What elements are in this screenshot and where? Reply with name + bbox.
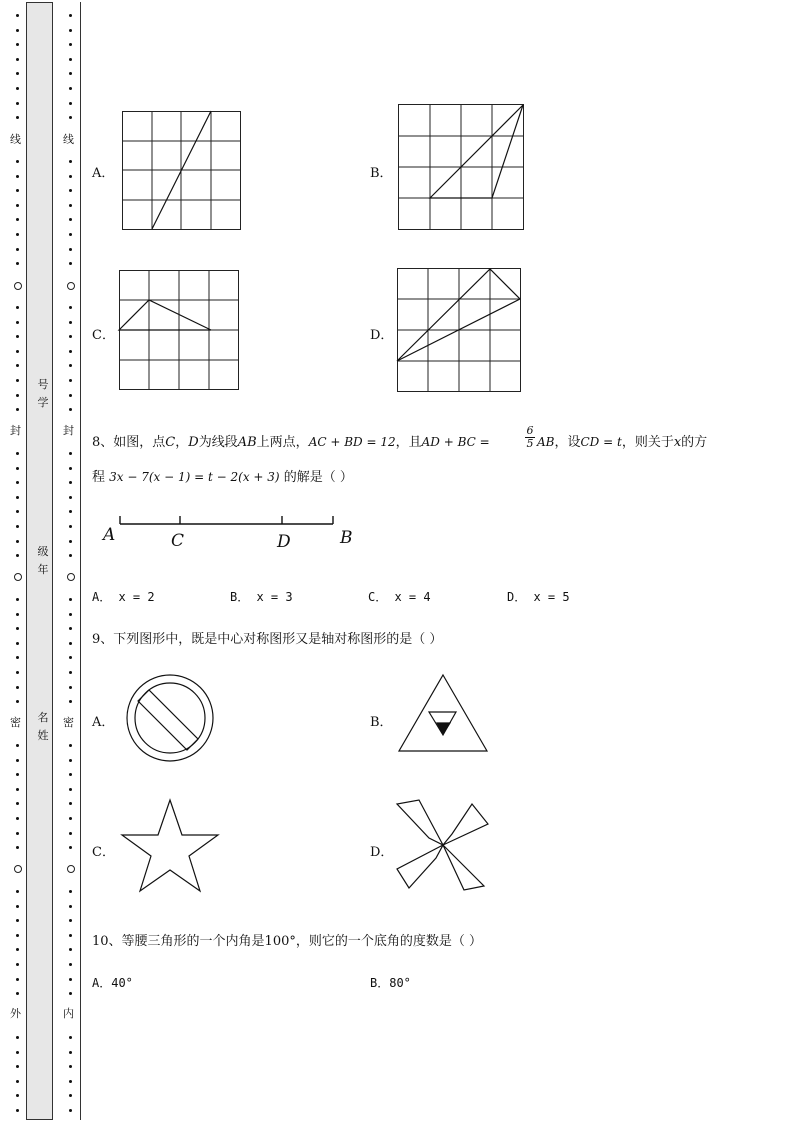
gutter-field-grade: 级年	[37, 545, 49, 576]
gutter-dot	[69, 963, 72, 966]
gutter-dot	[69, 1109, 72, 1112]
gutter-dot	[69, 934, 72, 937]
q9-stem: 9、下列图形中，既是中心对称图形又是轴对称图形的是（ ）	[92, 632, 443, 647]
gutter-dot	[69, 350, 72, 353]
q8-equation-2: AD + BC =	[421, 435, 490, 449]
gutter-dot	[16, 160, 19, 163]
gutter-dot	[69, 656, 72, 659]
pinwheel-blade-bottom	[443, 845, 484, 890]
q9-option-d-figure	[396, 798, 491, 893]
gutter-inner-mark-xian: 线	[63, 133, 74, 146]
five-point-star	[122, 800, 218, 891]
q8-fraction-numerator: 6	[526, 424, 534, 437]
gutter-dot	[16, 627, 19, 630]
q8-option-b[interactable]: B． x = 3	[230, 590, 293, 604]
gutter-dot	[16, 525, 19, 528]
gutter-outer-mark-feng: 封	[10, 424, 21, 437]
gutter-dot	[69, 1036, 72, 1039]
gutter-dot	[16, 802, 19, 805]
outer-ring	[127, 675, 213, 761]
gutter-outer-mark-wai: 外	[10, 1007, 21, 1020]
gutter-dot	[69, 700, 72, 703]
q8-label-c: C	[171, 531, 185, 551]
gutter-dot	[69, 481, 72, 484]
gutter-dot	[16, 832, 19, 835]
gutter-dot	[16, 379, 19, 382]
gutter-dot	[69, 204, 72, 207]
q8-segment-ab: AB	[237, 435, 257, 450]
gutter-dot	[16, 43, 19, 46]
q7-option-a-figure	[122, 111, 242, 231]
q7-option-b-label: B．	[370, 166, 393, 181]
gutter-dot	[16, 905, 19, 908]
gutter-dot	[16, 934, 19, 937]
gutter-dot	[69, 642, 72, 645]
gutter-dot	[69, 919, 72, 922]
gutter-dot	[69, 72, 72, 75]
q10-stem: 10、等腰三角形的一个内角是100°，则它的一个底角的度数是（ ）	[92, 934, 482, 949]
q8-fraction-denominator: 5	[526, 437, 534, 450]
gutter-dot	[69, 248, 72, 251]
gutter-inner-mark-feng: 封	[63, 424, 74, 437]
gutter-circle-mark	[14, 282, 22, 290]
gutter-dot	[16, 963, 19, 966]
gutter-dot	[16, 58, 19, 61]
gutter-dot	[16, 700, 19, 703]
q9-option-c-label: C．	[92, 845, 115, 860]
gutter-dot	[69, 788, 72, 791]
gutter-dot	[16, 846, 19, 849]
gutter-dot	[69, 759, 72, 762]
q8-point-c: C	[165, 435, 176, 450]
gutter-dot	[16, 890, 19, 893]
q8-text: ，且	[395, 435, 422, 450]
gutter-dot	[16, 1065, 19, 1068]
gutter-dot	[16, 613, 19, 616]
gutter-dot	[69, 773, 72, 776]
gutter-dot	[16, 14, 19, 17]
gutter-dot	[69, 467, 72, 470]
q8-text: 的方	[681, 435, 708, 450]
gutter-dot	[69, 452, 72, 455]
pinwheel-blade-right	[443, 804, 488, 845]
gutter-dot	[16, 554, 19, 557]
gutter-dot	[16, 452, 19, 455]
gutter-dot	[69, 189, 72, 192]
gutter-circle-mark	[67, 282, 75, 290]
q9-option-a-figure	[126, 674, 214, 762]
q8-equation-3: CD = t	[580, 435, 622, 449]
gutter-dot	[16, 364, 19, 367]
gutter-dot	[16, 262, 19, 265]
q8-segment-figure	[100, 510, 360, 560]
gutter-outer-mark-xian: 线	[10, 133, 21, 146]
gutter-dot	[16, 773, 19, 776]
gutter-circle-mark	[14, 573, 22, 581]
gutter-dot	[69, 58, 72, 61]
gutter-dot	[16, 948, 19, 951]
gutter-dot	[16, 992, 19, 995]
q8-text: ，	[175, 435, 189, 450]
gutter-dot	[69, 408, 72, 411]
gutter-dot	[16, 350, 19, 353]
gutter-dot	[69, 802, 72, 805]
gutter-dot	[69, 846, 72, 849]
gutter-dot	[69, 262, 72, 265]
gutter-dot	[16, 306, 19, 309]
gutter-dot	[69, 335, 72, 338]
gutter-dot	[16, 817, 19, 820]
gutter-dot	[16, 1080, 19, 1083]
q8-text: 程	[92, 470, 106, 485]
q9-option-d-label: D．	[370, 845, 394, 860]
gutter-dot	[69, 1065, 72, 1068]
gutter-dot	[69, 1094, 72, 1097]
gutter-dot	[69, 175, 72, 178]
gutter-dot	[69, 992, 72, 995]
gutter-dot	[16, 642, 19, 645]
q8-option-d[interactable]: D． x = 5	[507, 590, 570, 604]
gutter-dot	[16, 335, 19, 338]
outer-triangle	[399, 675, 487, 751]
gutter-dot	[69, 627, 72, 630]
q9-option-b-label: B．	[370, 715, 393, 730]
gutter-field-name: 名姓	[37, 711, 49, 742]
q8-option-a[interactable]: A． x = 2	[92, 590, 155, 604]
gutter-dot	[16, 671, 19, 674]
gutter-dot	[16, 102, 19, 105]
gutter-dot	[16, 408, 19, 411]
q8-option-c[interactable]: C． x = 4	[368, 590, 431, 604]
gutter-dot	[16, 540, 19, 543]
q7-option-b-figure	[398, 104, 525, 231]
q7-option-d-figure	[397, 268, 522, 393]
gutter-dot	[69, 832, 72, 835]
q8-label-d: D	[277, 532, 291, 552]
gutter-dot	[16, 189, 19, 192]
gutter-dot	[69, 948, 72, 951]
gutter-dot	[16, 175, 19, 178]
gutter-dot	[69, 43, 72, 46]
gutter-dot	[69, 496, 72, 499]
figure-triangle	[119, 300, 211, 330]
gutter-dot	[69, 233, 72, 236]
gutter-dot	[69, 160, 72, 163]
gutter-dot	[69, 510, 72, 513]
gutter-dot	[69, 116, 72, 119]
gutter-dot	[16, 1051, 19, 1054]
gutter-dot	[69, 306, 72, 309]
q7-option-c-label: C．	[92, 328, 115, 343]
q8-text: ，设	[554, 435, 581, 450]
gutter-dot	[16, 204, 19, 207]
gutter-dot	[16, 1036, 19, 1039]
q8-point-d: D	[188, 435, 199, 450]
gutter-dot	[69, 321, 72, 324]
q8-equation-2-end: AB	[537, 435, 555, 449]
gutter-dot	[69, 29, 72, 32]
q8-stem-line1	[92, 431, 490, 450]
q8-stem-line1-cont	[537, 431, 707, 450]
pinwheel-blade-left	[397, 845, 443, 888]
q10-option-b[interactable]: B．80°	[370, 976, 411, 990]
q7-option-c-figure	[119, 270, 240, 391]
gutter-outer-mark-mi: 密	[10, 716, 21, 729]
q8-equation-1: AC + BD = 12	[308, 435, 396, 449]
gutter-dot	[69, 671, 72, 674]
q8-variable-x: x	[673, 435, 682, 450]
q8-label-a: A	[103, 525, 116, 545]
gutter-dot	[16, 1094, 19, 1097]
q9-option-b-figure	[398, 674, 488, 753]
q9-option-a-label: A．	[92, 715, 115, 730]
gutter-dot	[69, 598, 72, 601]
gutter-dot	[16, 686, 19, 689]
gutter-field-student-number: 号学	[37, 378, 49, 409]
q8-text: ，则关于	[621, 435, 674, 450]
gutter-inner-mark-mi: 密	[63, 716, 74, 729]
gutter-dot	[16, 248, 19, 251]
gutter-dot	[16, 1109, 19, 1112]
gutter-dot	[16, 394, 19, 397]
q8-stem-line2	[92, 466, 353, 485]
gutter-dot	[16, 321, 19, 324]
gutter-dot	[69, 525, 72, 528]
gutter-dot	[69, 87, 72, 90]
gutter-dot	[16, 919, 19, 922]
gutter-dot	[16, 87, 19, 90]
diagonal-bar	[138, 690, 198, 750]
q8-main-equation: 3x − 7(x − 1) = t − 2(x + 3)	[109, 470, 280, 484]
figure-triangle	[430, 105, 523, 198]
gutter-circle-mark	[67, 573, 75, 581]
gutter-dot	[69, 978, 72, 981]
gutter-dot	[69, 1051, 72, 1054]
q8-text: 为线段	[198, 435, 238, 450]
gutter-dot	[69, 905, 72, 908]
gutter-right-border	[80, 2, 81, 1120]
gutter-dot	[69, 102, 72, 105]
gutter-dot	[69, 14, 72, 17]
q9-option-c-figure	[120, 798, 220, 894]
gutter-dot	[69, 394, 72, 397]
gutter-dot	[16, 481, 19, 484]
gutter-circle-mark	[14, 865, 22, 873]
q8-text: 的解是（ ）	[283, 470, 353, 485]
q8-number: 8、	[92, 435, 114, 450]
gutter-dot	[69, 554, 72, 557]
gutter-dot	[69, 817, 72, 820]
gutter-inner-mark-nei: 内	[63, 1007, 74, 1020]
gutter-dot	[16, 598, 19, 601]
q8-label-b: B	[340, 528, 353, 548]
gutter-dot	[16, 744, 19, 747]
gutter-dot	[69, 540, 72, 543]
gutter-dot	[16, 218, 19, 221]
gutter-dot	[16, 467, 19, 470]
q8-text: 上两点，	[256, 435, 309, 450]
q8-text: 如图，点	[113, 435, 166, 450]
gutter-dot	[16, 759, 19, 762]
gutter-dot	[16, 72, 19, 75]
gutter-dot	[16, 788, 19, 791]
gutter-dot	[69, 890, 72, 893]
gutter-dot	[69, 1080, 72, 1083]
gutter-circle-mark	[67, 865, 75, 873]
gutter-dot	[69, 218, 72, 221]
gutter-dot	[16, 510, 19, 513]
q7-option-d-label: D．	[370, 328, 394, 343]
gutter-dot	[16, 496, 19, 499]
gutter-dot	[16, 656, 19, 659]
gutter-dot	[16, 29, 19, 32]
gutter-dot	[16, 978, 19, 981]
pinwheel-blade-top	[397, 800, 443, 845]
gutter-dot	[69, 613, 72, 616]
gutter-dot	[69, 686, 72, 689]
gutter-dot	[69, 379, 72, 382]
q8-fraction	[525, 425, 535, 450]
gutter-dot	[16, 233, 19, 236]
q7-option-a-label: A．	[92, 166, 115, 181]
gutter-dot	[16, 116, 19, 119]
gutter-dot	[69, 744, 72, 747]
gutter-dot	[69, 364, 72, 367]
q10-option-a[interactable]: A．40°	[92, 976, 133, 990]
